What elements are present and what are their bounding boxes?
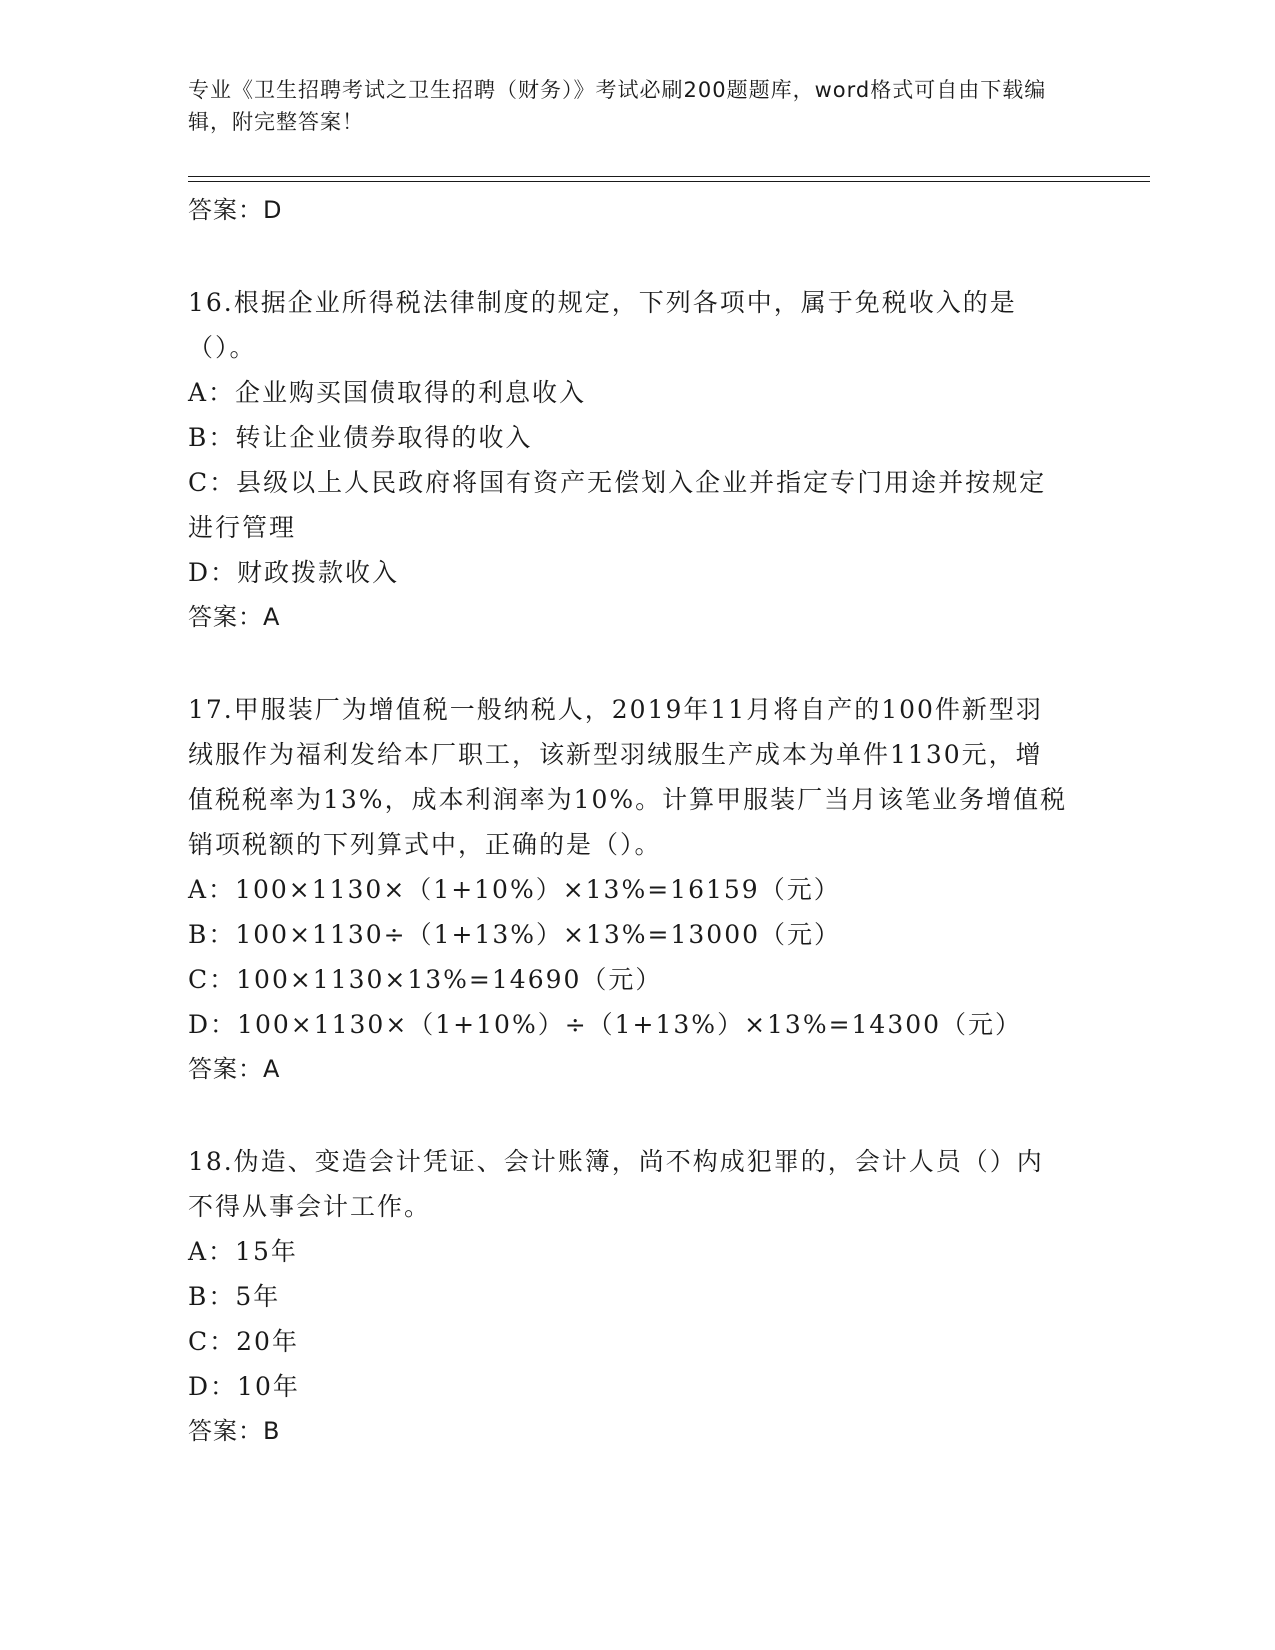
option-d: D：10年 [188,1372,300,1401]
option-d: D：100×1130×（1+10%）÷（1+13%）×13%=14300（元） [188,1010,1023,1039]
option-d: D：财政拨款收入 [188,558,400,587]
answer-line: 答案：B [188,1417,281,1445]
question-stem: 17.甲服装厂为增值税一般纳税人，2019年11月将自产的100件新型羽绒服作为福利发给本厂职工，该新型羽绒服生产成本为单件1130元，增值税税率为13%，成本利润率为10%。计算甲服装厂当月该笔业务增值税销项税额的下列算式中，正确的是（）。 [188,695,1068,859]
option-a: A：企业购买国债取得的利息收入 [188,378,587,407]
header-divider-bottom [188,181,1150,182]
question-17 [188,687,1088,1092]
header-divider-top [188,176,1150,177]
option-b: B：5年 [188,1282,281,1311]
question-18 [188,1139,1088,1454]
option-a: A：15年 [188,1237,298,1266]
option-c: C：20年 [188,1327,299,1356]
question-stem: 16.根据企业所得税法律制度的规定，下列各项中，属于免税收入的是（）。 [188,288,1017,362]
question-stem: 18.伪造、变造会计凭证、会计账簿，尚不构成犯罪的，会计人员（）内不得从事会计工作。 [188,1147,1044,1221]
answer-line: 答案：D [188,196,283,224]
option-b: B：100×1130÷（1+13%）×13%=13000（元） [188,920,842,949]
option-a: A：100×1130×（1+10%）×13%=16159（元） [188,875,841,904]
question-content [188,188,1088,1454]
answer-line: 答案：A [188,1055,281,1083]
option-c: C：100×1130×13%=14690（元） [188,965,663,994]
page-header: 专业《卫生招聘考试之卫生招聘（财务）》考试必刷200题题库，word格式可自由下载编辑，附完整答案！ [188,78,1047,134]
answer-line: 答案：A [188,603,281,631]
option-b: B：转让企业债券取得的收入 [188,423,533,452]
option-c: C：县级以上人民政府将国有资产无偿划入企业并指定专门用途并按规定进行管理 [188,468,1047,542]
question-16 [188,280,1088,640]
